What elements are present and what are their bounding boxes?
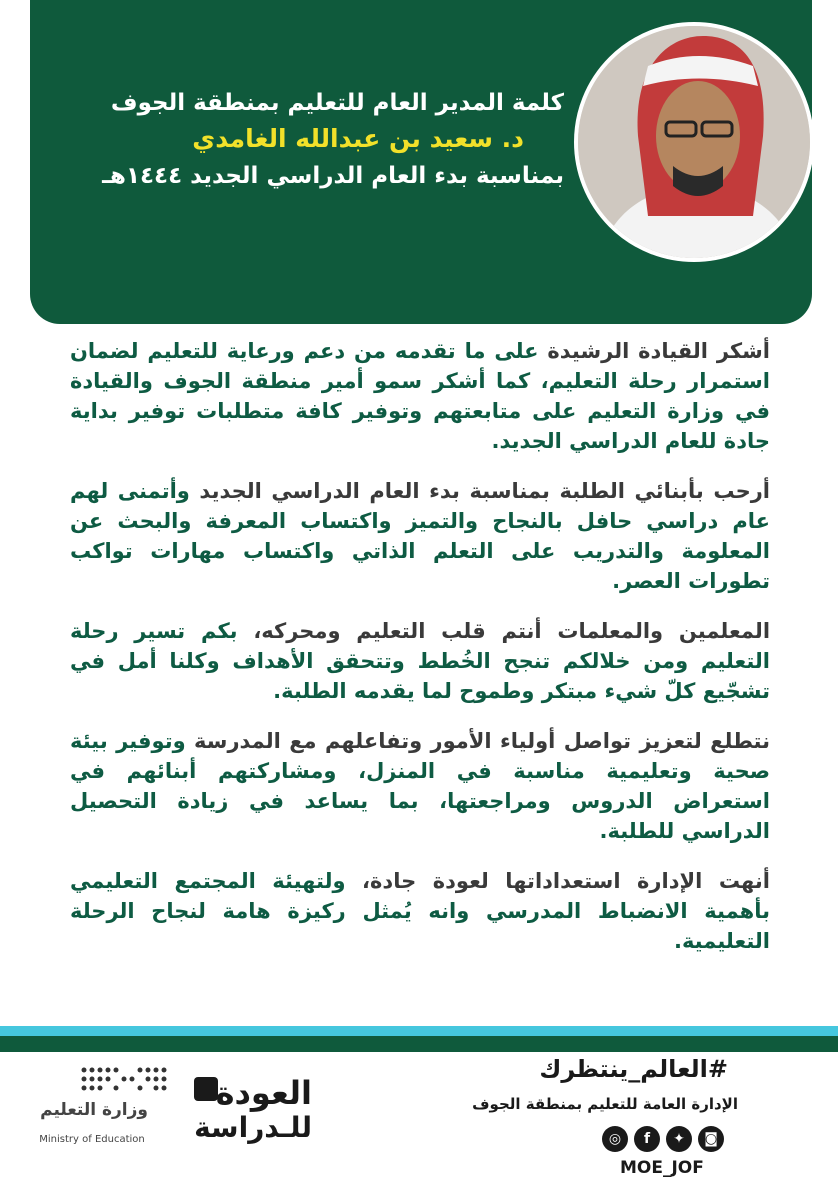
web-icon[interactable]: ◎ [602,1126,628,1152]
message-body [70,336,770,976]
paragraph-5 [70,866,770,956]
header-card [30,0,812,324]
awda-line2: للـدراسة [194,1111,312,1144]
header-title: كلمة المدير العام للتعليم بمنطقة الجوف [110,90,564,116]
instagram-icon[interactable]: ◙ [698,1126,724,1152]
header-text [64,88,564,192]
paragraph-4 [70,726,770,846]
moe-logo-icon [80,1064,172,1094]
speaker-name: د. سعيد بن عبدالله الغامدي [192,124,524,153]
facebook-icon[interactable]: f [634,1126,660,1152]
header-occasion: بمناسبة بدء العام الدراسي الجديد ١٤٤٤هـ [102,163,564,189]
paragraph-rest: على ما تقدمه من دعم ورعاية للتعليم لضمان استمرار رحلة التعليم، كما أشكر سمو أمير منطقة الجوف والقيادة في وزارة التعليم على متابعتهم وتوفير كافة متطلبات توفير بداية جادة للعام الدراسي الجديد. [70,339,770,453]
paragraph-lead: المعلمين والمعلمات أنتم قلب التعليم ومحركه، [237,619,771,643]
paragraph-rest: وتوفير بيئة صحية وتعليمية مناسبة في المنزل، ومشاركتهم أبنائهم في استعراض الدروس ومراجعتها، بما يساعد في زيادة التحصيل الدراسي للطلبة. [70,729,770,843]
paragraph-lead: أرحب بأبنائي الطلبة بمناسبة بدء العام الدراسي الجديد [189,479,770,503]
awda-line1: العودة [215,1074,312,1112]
awda-logo [192,1075,312,1145]
social-handle: MOE_JOF [620,1158,704,1178]
paragraph-lead: أنهت الإدارة استعداداتها لعودة جادة، [345,869,770,893]
paragraph-rest: ولتهيئة المجتمع التعليمي بأهمية الانضباط المدرسي وانه يُمثل ركيزة هامة لنجاح الرحلة التعليمية. [70,869,770,953]
paragraph-rest: بكم تسير رحلة التعليم ومن خلالكم تنجح الخُطط وتتحقق الأهداف وكلنا أمل في تشجّيع كلّ شيء مبتكر وطموح لما يقدمه الطلبة. [70,619,770,703]
paragraph-lead: نتطلع لتعزيز تواصل أولياء الأمور وتفاعلهم مع المدرسة [185,729,770,753]
paragraph-3 [70,616,770,706]
speaker-portrait [574,22,814,262]
social-icons [602,1126,732,1154]
campaign-hashtag: #العالم_ينتظرك [539,1055,728,1083]
moe-name-english: Ministry of Education [39,1134,145,1145]
paragraph-rest: وأتمنى لهم عام دراسي حافل بالنجاح والتميز واكتساب المعرفة والبحث عن المعلومة والتدريب على التعلم الذاتي واكتساب مهارات تواكب تطورات العصر. [70,479,770,593]
paragraph-2 [70,476,770,596]
footer-band-cyan [0,1026,838,1036]
moe-name-arabic: وزارة التعليم [40,1100,148,1120]
footer-band-green [0,1036,838,1052]
paragraph-1 [70,336,770,456]
twitter-icon[interactable]: ✦ [666,1126,692,1152]
paragraph-lead: أشكر القيادة الرشيدة [538,339,770,363]
admin-name: الإدارة العامة للتعليم بمنطقة الجوف [472,1095,738,1113]
